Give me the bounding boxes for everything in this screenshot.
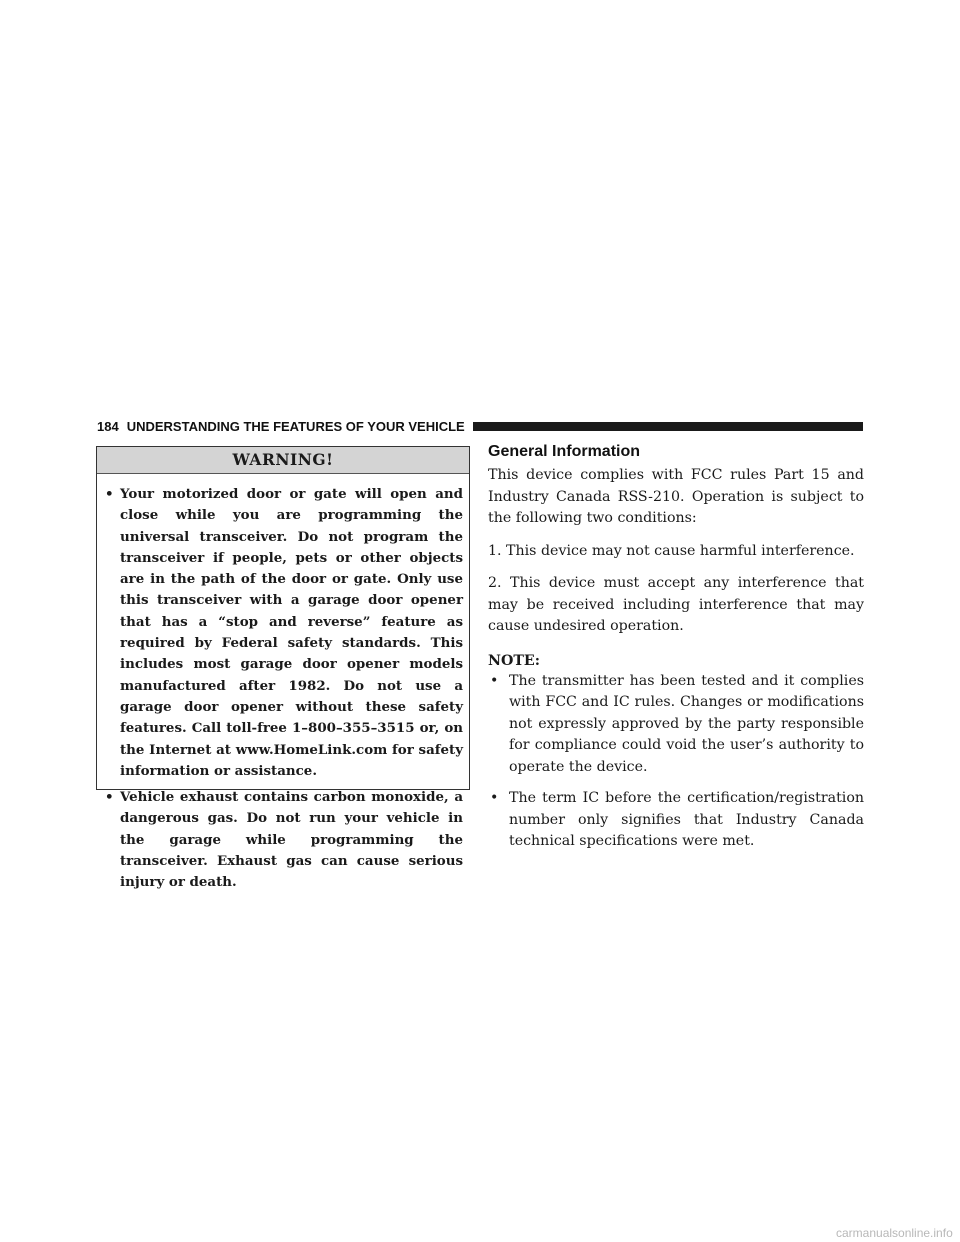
section-heading: General Information bbox=[488, 443, 641, 460]
warning-item-text: Your motorized door or gate will open and close while you are programming the universal transceiver. Do not program the transceiver if people, pets or other objects are in the path of the door or gate. Only use this transceiver with a garage door opener that has a “stop and reverse” feature as required by Federal safety standards. This includes most garage door opener models manufactured after 1982. Do not use a garage door opener without these safety features. Call toll-free 1–800–355–3515 or, on the Internet at www.HomeLink.com for safety information or assistance. bbox=[120, 486, 463, 779]
note-item bbox=[488, 671, 864, 779]
note-item-text: The transmitter has been tested and it complies with FCC and IC rules. Changes or modifications not expressly approved by the party responsible for compliance could void the user’s authority to operate the device. bbox=[509, 672, 864, 775]
bullet-icon: • bbox=[105, 486, 114, 502]
watermark: carmanualsonline.info bbox=[836, 1226, 953, 1240]
header-rule bbox=[473, 422, 863, 431]
section-title: UNDERSTANDING THE FEATURES OF YOUR VEHICLE bbox=[126, 418, 465, 434]
note-item-text: The term IC before the certification/registration number only signifies that Industry Canada technical specifications were met. bbox=[509, 790, 864, 849]
note-item bbox=[488, 788, 864, 853]
general-information-section bbox=[488, 440, 864, 863]
condition-1: 1. This device may not cause harmful interference. bbox=[488, 542, 855, 559]
note-list bbox=[488, 671, 864, 853]
condition-2: 2. This device must accept any interference that may be received including interference that may cause undesired operation. bbox=[488, 575, 864, 634]
bullet-icon: • bbox=[490, 672, 499, 689]
bullet-icon: • bbox=[105, 789, 114, 806]
page-header bbox=[97, 416, 863, 436]
warning-item-text: Vehicle exhaust contains carbon monoxide, a dangerous gas. Do not run your vehicle in the garage while programming the transceiver. Exhaust gas can cause serious injury or death. bbox=[120, 789, 463, 891]
page-number: 184 bbox=[97, 418, 119, 434]
note-label: NOTE: bbox=[488, 652, 540, 669]
intro-paragraph: This device complies with FCC rules Part 15 and Industry Canada RSS-210. Operation is subject to the following two conditions: bbox=[488, 467, 864, 526]
warning-title: WARNING! bbox=[97, 447, 469, 474]
warning-list bbox=[97, 474, 469, 894]
warning-box bbox=[96, 446, 470, 891]
warning-item bbox=[105, 484, 463, 782]
warning-item bbox=[105, 787, 463, 893]
bullet-icon: • bbox=[490, 790, 499, 806]
